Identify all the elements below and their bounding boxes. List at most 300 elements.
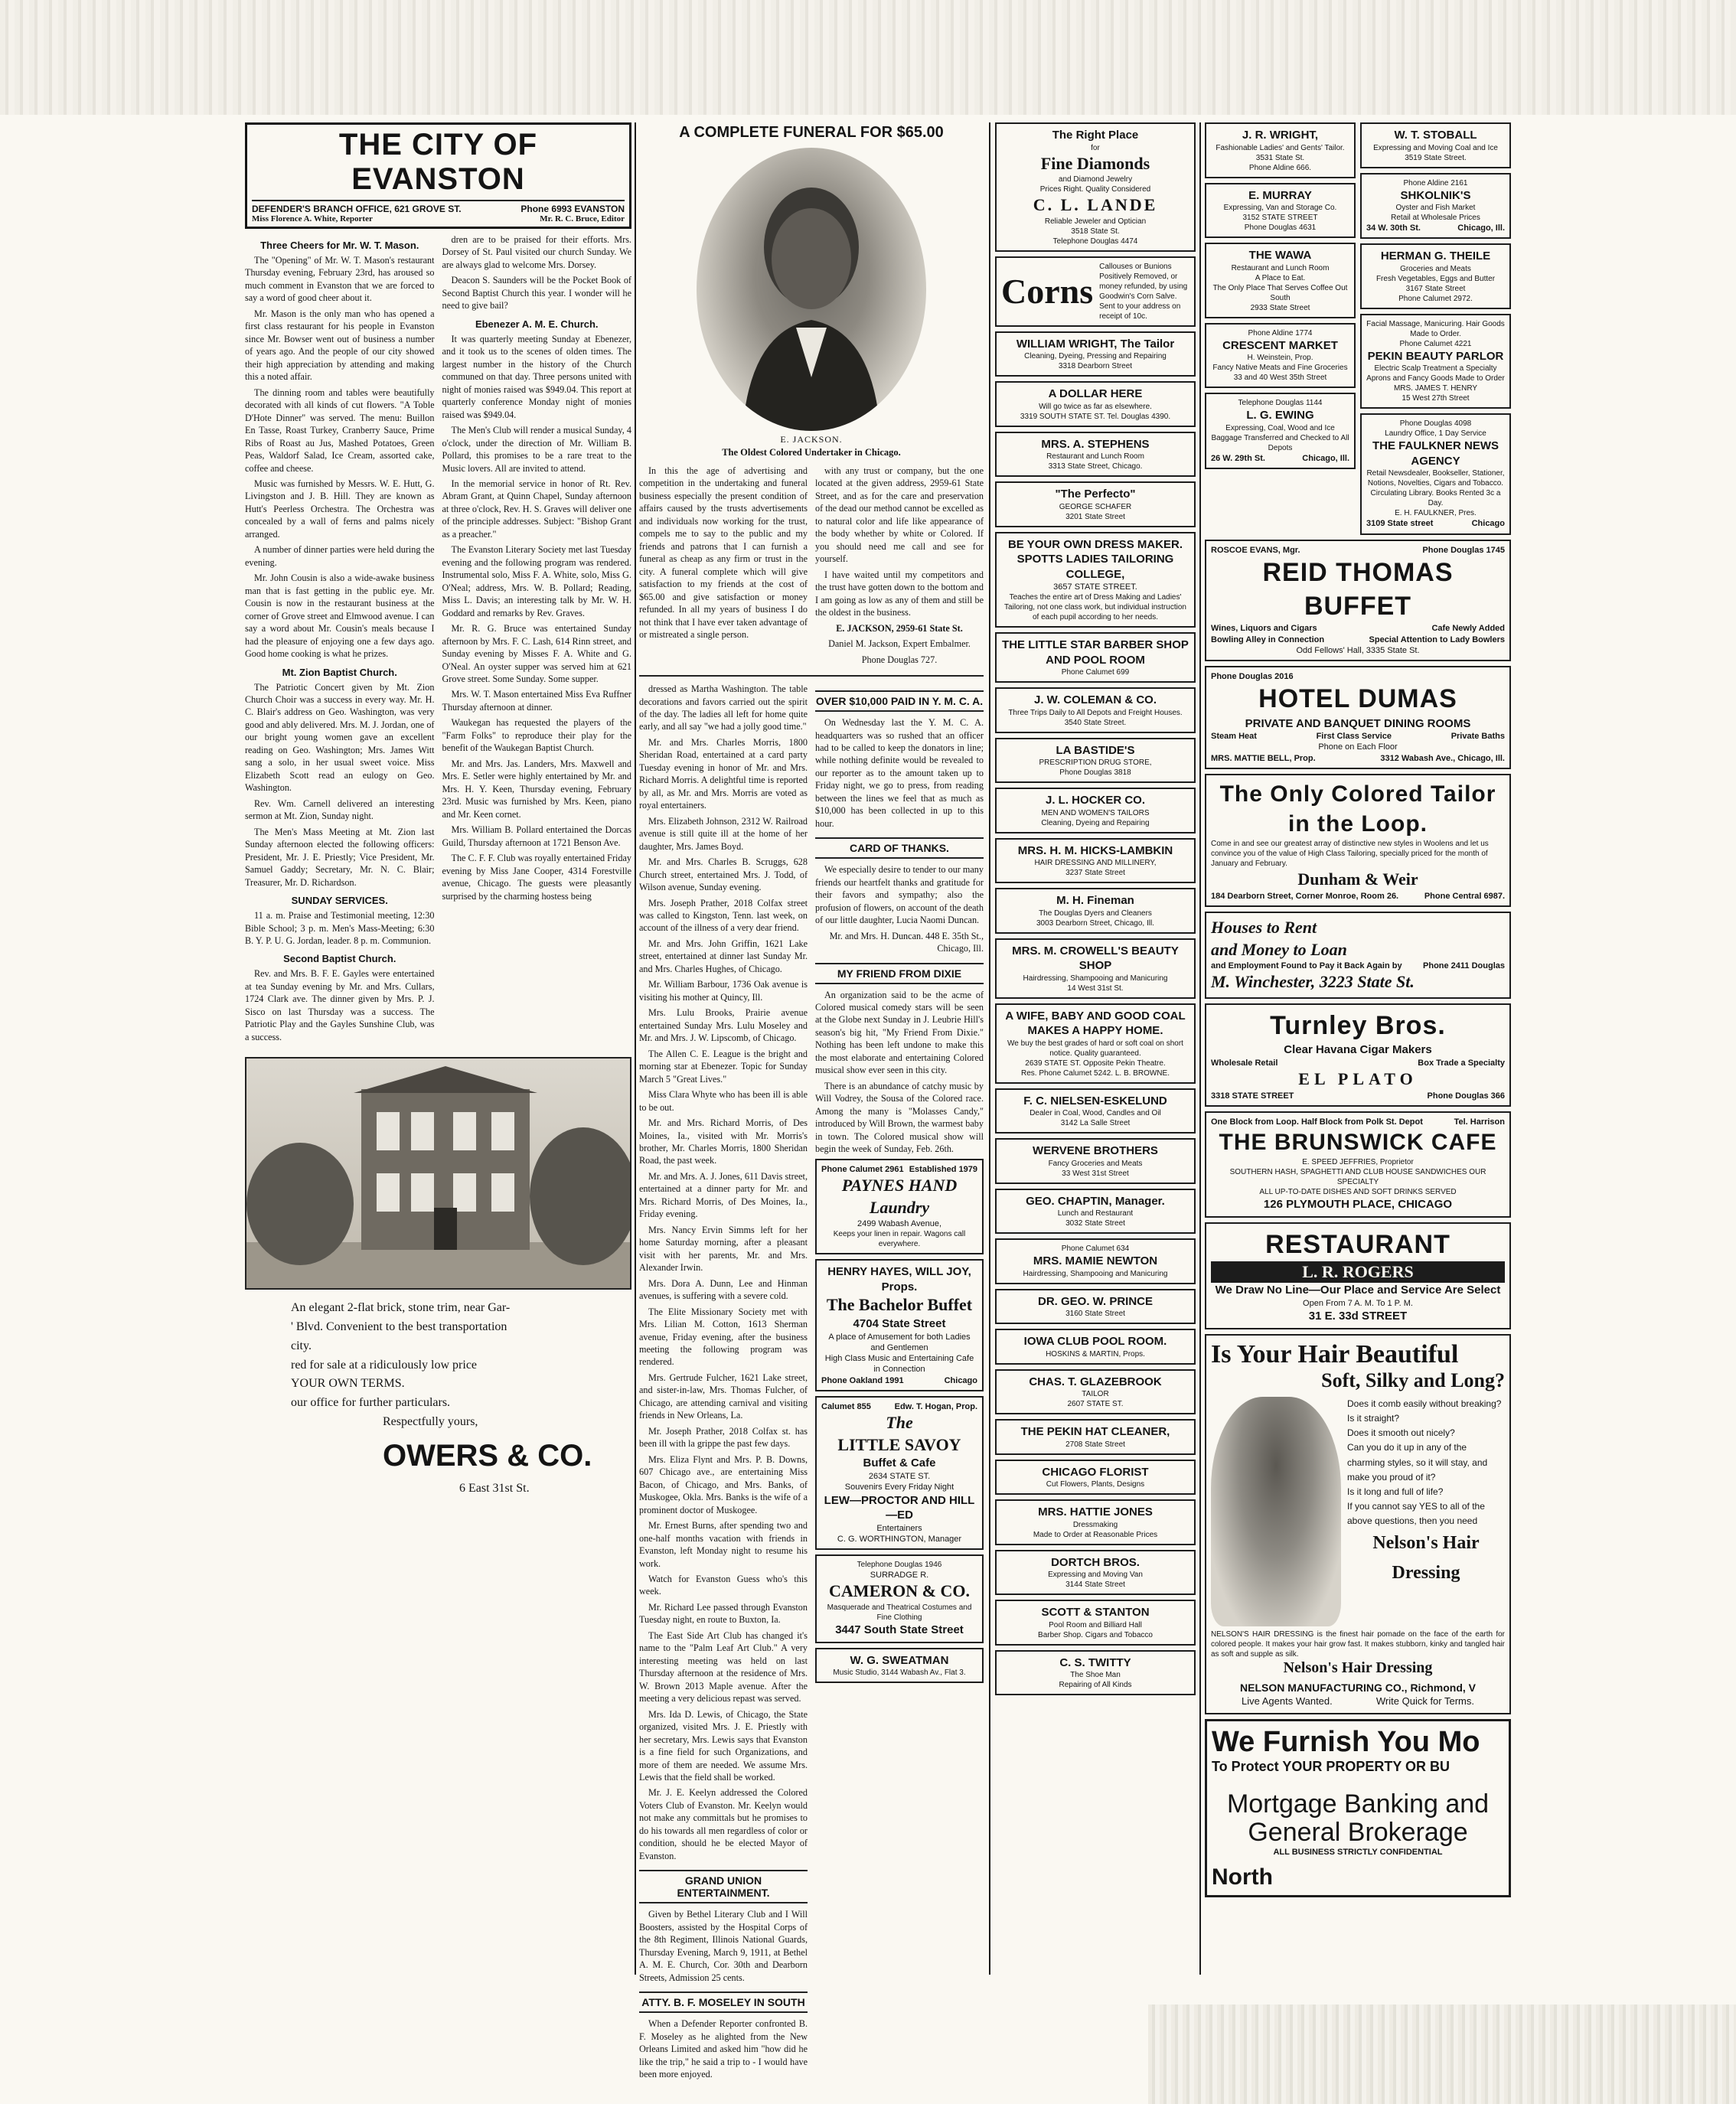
ad-text: Souvenirs Every Friday Night — [844, 1483, 954, 1492]
funeral-column — [639, 122, 984, 2083]
classified-ad — [995, 1289, 1196, 1325]
ad-brand: Nelson's Hair Dressing — [1372, 1533, 1480, 1583]
ad-headline: Soft, Silky and Long? — [1321, 1368, 1505, 1391]
houses-to-rent-ad — [1205, 912, 1511, 999]
article-paragraph: On Wednesday last the Y. M. C. A. headquarters was so rushed that an officer had to be called to keep the donators in line; while nothing definite would be revealed to our reporter as to the amount taken up to Friday night, we go to press, from reading between the lines we feel that as much as $10,000 has been collected in up to this hour. — [815, 717, 984, 829]
classified-ad — [995, 1329, 1196, 1365]
ad-text: Three Trips Daily to All Depots and Freight Houses. — [1008, 708, 1183, 717]
ad-text: Laundry Office, 1 Day Service — [1385, 429, 1486, 439]
ad-phone: Phone Calumet 2961 — [821, 1164, 904, 1174]
article-paragraph: Mrs. William B. Pollard entertained the Dorcas Guild, Thursday afternoon at 1721 Benson Ave. — [442, 824, 631, 848]
article-heading: Second Baptist Church. — [283, 953, 396, 965]
ad-text: Hairdressing, Shampooing and Manicuring — [1023, 1269, 1168, 1278]
classified-ad — [995, 1600, 1196, 1646]
ad-name: J. L. HOCKER CO. — [1045, 794, 1145, 807]
house-illustration — [246, 1059, 631, 1288]
column-rule — [989, 122, 990, 1975]
ad-address: 126 PLYMOUTH PLACE, CHICAGO — [1263, 1198, 1453, 1212]
ad-text: PRIVATE AND BANQUET DINING ROOMS — [1245, 716, 1471, 730]
article-paragraph: A number of dinner parties were held during the evening. — [245, 544, 435, 568]
ad-text: TAILOR — [1082, 1390, 1109, 1399]
reporter-credit: Miss Florence A. White, Reporter — [252, 214, 373, 223]
funeral-headline: A COMPLETE FUNERAL FOR $65.00 — [679, 124, 944, 141]
article-heading: SUNDAY SERVICES. — [291, 895, 388, 907]
ad-address: 3109 State street — [1366, 519, 1434, 529]
ad-text: Fancy Native Meats and Fine Groceries — [1212, 364, 1348, 372]
article-paragraph: Mr. and Mrs. Charles Morris, 1800 Sheridan Road, entertained at a card party Tuesday evening in honor of Mr. and Mrs. Richard Morris. A delightful time is reported by all, as Mr. and Mrs. Morris are voted as royal entertainers. — [639, 736, 808, 811]
classified-ad — [995, 1419, 1196, 1455]
ad-phone: Phone 2411 Douglas — [1423, 961, 1505, 971]
article-heading: Ebenezer A. M. E. Church. — [475, 318, 599, 330]
ad-text: A place of Amusement for both Ladies and Gentlemen — [828, 1332, 971, 1352]
ad-text: We Draw No Line—Our Place and Service Are Select — [1215, 1284, 1501, 1297]
ad-name: MRS. HATTIE JONES — [1038, 1505, 1153, 1519]
ad-line: ' Blvd. Convenient to the best transportation — [291, 1320, 507, 1334]
classified-ad — [995, 381, 1196, 427]
ad-text: H. Weinstein, Prop. — [1247, 354, 1313, 362]
ad-text: Lunch and Restaurant — [1057, 1209, 1134, 1218]
ad-text: Teaches the entire art of Dress Making and Ladies' Tailoring, not one class work, but individual instruction of each pupil according to her needs. — [1004, 593, 1186, 622]
classified-ad — [1360, 243, 1511, 309]
ad-props: E. SPEED JEFFRIES, Proprietor — [1302, 1158, 1414, 1167]
ad-text: Prices Right. Quality Considered — [1039, 185, 1151, 194]
ad-phone: Phone Aldine 1774 — [1248, 328, 1313, 338]
ad-text: Private Baths — [1450, 732, 1505, 742]
ad-address: 26 W. 29th St. — [1211, 453, 1265, 463]
ad-text: Cleaning, Dyeing and Repairing — [1041, 818, 1150, 827]
ad-address: 34 W. 30th St. — [1366, 223, 1421, 233]
ad-text: SOUTHERN HASH, SPAGHETTI AND CLUB HOUSE SANDWICHES OUR SPECIALTY — [1229, 1168, 1486, 1187]
ad-name: A DOLLAR HERE — [1048, 387, 1143, 401]
ad-text: Hairdressing, Shampooing and Manicuring — [1023, 974, 1168, 983]
ad-text: HOSKINS & MARTIN, Props. — [1046, 1349, 1145, 1359]
divider — [639, 675, 984, 677]
ad-text: Restaurant and Lunch Room — [1231, 263, 1330, 272]
ad-text: and Diamond Jewelry — [1058, 175, 1133, 184]
classified-ad — [995, 888, 1196, 934]
article-paragraph: Mr. William Barbour, 1736 Oak avenue is visiting his mother at Quincy, Ill. — [639, 979, 808, 1003]
ad-text: Steam Heat — [1211, 732, 1257, 742]
ad-props: MRS. JAMES T. HENRY — [1393, 384, 1478, 393]
ad-address: 2634 STATE ST. — [868, 1471, 931, 1481]
article-paragraph: Mrs. W. T. Mason entertained Miss Eva Ruffner Thursday afternoon at dinner. — [442, 689, 631, 713]
display-ads-column — [1205, 122, 1511, 1897]
ad-brand: EL PLATO — [1298, 1068, 1418, 1088]
article-paragraph: The Patriotic Concert given by Mt. Zion Church Choir was a success in every way. Mr. H. C. Blair's address on Geo. Washington, was very good and ably delivered. Mrs. M. J. Jordan, one of our bright young women gave an excellent reading on Geo. Washington; Mrs. James Witt sang a solo, in her usual sweet voice. Miss Elizabeth Scott read an eulogy on Geo. Washington. — [245, 681, 435, 794]
ad-established: Established 1979 — [909, 1164, 977, 1174]
ad-address: 3318 Dearborn Street — [1058, 362, 1133, 371]
beauty-parlor-ad — [1360, 314, 1511, 409]
classified-ad — [1205, 122, 1356, 178]
ad-address: 3032 State Street — [1065, 1219, 1125, 1228]
ad-name: J. R. WRIGHT, — [1242, 129, 1319, 142]
ad-text: Callouses or Bunions Positively Removed, or money refunded, by using Goodwin's Corn Salve. Sent to your address on receipt of 10c. — [1099, 262, 1188, 321]
classified-ad — [995, 1238, 1196, 1284]
evanston-masthead — [245, 122, 631, 229]
coal-ad — [995, 1003, 1196, 1084]
article-paragraph: 11 a. m. Praise and Testimonial meeting, 12:30 Bible School; 3 p. m. Men's Mass-Meeting; 6:30 B. Y. P. U. G. Jordan, leader. 8 p. m. Communion. — [245, 910, 435, 946]
ad-props: Edw. T. Hogan, Prop. — [894, 1401, 977, 1411]
ad-address: 3447 South State Street — [835, 1623, 964, 1637]
ad-headline: Houses to Rent — [1211, 917, 1317, 937]
article-paragraph: I have waited until my competitors and the trust have gotten down to the bottom and I am going as low as any of them and still be the oldest in the business. — [815, 569, 984, 618]
ad-text: for — [1091, 143, 1100, 152]
article-paragraph: Mrs. Ida D. Lewis, of Chicago, the State organized, visited Mrs. J. E. Priestly with her secretary, Mrs. Lewis says that Evanston is a fine field for such Organizations, and more of them are needed. We assume Mrs. Lewis that the field shall be worked. — [639, 1708, 808, 1783]
ad-name: "The Perfecto" — [1055, 488, 1136, 501]
article-paragraph: In this the age of advertising and competition in the undertaking and funeral business especially the present condition of affairs caused by the trusts advertisements and individuals now working for the trust, compels me to say to the public and my friends and patrons that I can furnish a funeral as cheap as any firm or trust in the city. A funeral complete which will give satisfaction to my friends at the cost of $65.00 and give satisfaction or money refunded. In all my years of business I do not think that I have ever taken advantage of or mistreated a single person. — [639, 465, 808, 641]
ad-text: Retail Newsdealer, Bookseller, Stationer, Notions, Novelties, Cigars and Tobacco. Circulating Library. Books Rented 3c a Day. — [1366, 469, 1505, 508]
ad-phone: Phone Calumet 634 — [1061, 1244, 1130, 1254]
ad-city: Chicago, Ill. — [1457, 223, 1505, 233]
article-paragraph: The Men's Mass Meeting at Mt. Zion last Sunday afternoon elected the following officers: President, Mr. J. E. Priestly; Vice President, Mr. Samuel Gaddy; Secretary, Mr. N. C. Blair; Treasurer, Mr. D. Richardson. — [245, 826, 435, 888]
classified-ad — [1360, 122, 1511, 168]
classified-ad — [995, 838, 1196, 884]
ad-phone: Phone Douglas 4098 — [1399, 419, 1472, 429]
ad-text: NELSON'S HAIR DRESSING is the finest hair pomade on the face of the earth for colored people. It makes your hair grow fast. It makes stubborn, kinky and tangled hair as soft and supple as silk. — [1211, 1629, 1505, 1659]
article-paragraph: dren are to be praised for their efforts. Mrs. Dorsey of St. Paul visited our church Sunday. We are always glad to welcome Mrs. Dorsey. — [442, 234, 631, 270]
ad-name: W. T. STOBALL — [1394, 129, 1477, 142]
ad-text: Expressing, Coal, Wood and Ice — [1225, 423, 1335, 432]
article-paragraph: Mr. Joseph Prather, 2018 Colfax st. has been ill with la grippe the past few days. — [639, 1425, 808, 1450]
ad-phone: Phone Calumet 699 — [1061, 668, 1130, 677]
article-paragraph: Mr. Richard Lee passed through Evanston Tuesday night, en route to Buxton, Ia. — [639, 1601, 808, 1626]
ad-name: MRS. M. CROWELL'S BEAUTY SHOP — [1012, 944, 1179, 973]
column-rule — [1199, 122, 1201, 1975]
ad-text: ALL BUSINESS STRICTLY CONFIDENTIAL — [1273, 1847, 1443, 1857]
classified-ad — [995, 1138, 1196, 1184]
ad-text: Wholesale Retail — [1211, 1058, 1278, 1068]
ad-phone: Phone Central 6987. — [1424, 891, 1505, 901]
classified-ad — [995, 1088, 1196, 1134]
ad-text: C. G. WORTHINGTON, Manager — [837, 1534, 962, 1544]
ad-text: High Class Music and Entertaining Cafe in Connection — [824, 1354, 974, 1375]
ad-text: Barber Shop. Cigars and Tobacco — [1038, 1630, 1153, 1639]
portrait-photo — [697, 148, 926, 431]
article-paragraph: dressed as Martha Washington. The table decorations and favors carried out the spirit of the day. The ladies all left for home quite early, and all say "we had a jolly good time." — [639, 683, 808, 732]
article-paragraph: Deacon S. Saunders will be the Pocket Book of Second Baptist Church this year. I wonder will he need to give bail? — [442, 275, 631, 312]
article-paragraph: Mr. John Cousin is also a wide-awake business man that is fast getting in the public eye. Mr. Cousin is now in the restaurant business at the corner of Grove street and Elmwood avenue. I can say a word about Mr. Cousin's meals because I had the pleasure of enjoying one a few days ago. Good home cooking is what he prizes. — [245, 572, 435, 660]
ad-name: THE WAWA — [1248, 249, 1312, 262]
article-paragraph: Mr. Ernest Burns, after spending two and one-half months vacation with friends in Evanston, left Monday night to resume his work. — [639, 1520, 808, 1569]
article-paragraph: In the memorial service in honor of Rt. Rev. Abram Grant, at Quinn Chapel, Sunday afternoon at three o'clock, Rev. H. S. Graves will deliver one of the principle addresses. Subject: "Bishop Grant as a preacher." — [442, 478, 631, 540]
ad-text: Restaurant and Lunch Room — [1046, 452, 1144, 462]
ad-text: The Douglas Dyers and Cleaners — [1039, 908, 1152, 918]
ad-text: Cafe Newly Added — [1431, 624, 1505, 634]
article-heading: OVER $10,000 PAID IN Y. M. C. A. — [815, 690, 984, 712]
ad-name: GEO. CHAPTIN, Manager. — [1026, 1194, 1165, 1208]
ad-text: SURRADGE R. — [870, 1571, 929, 1580]
branch-office: DEFENDER'S BRANCH OFFICE, 621 GROVE ST. — [252, 204, 462, 214]
ad-name: WILLIAM WRIGHT, The Tailor — [1016, 337, 1175, 351]
classified-ad — [995, 687, 1196, 733]
article-paragraph: The Evanston Literary Society met last Tuesday evening and the following program was rendered. Instrumental solo, Miss F. A. White, solo, Miss G. O'Neal; address, Mrs. W. B. Pollard; Reading, Miss L. Davis; an interesting talk by Mr. W. H. Goddard and remarks by Rev. Graves. — [442, 544, 631, 618]
article-paragraph: An organization said to be the acme of Colored musical comedy stars will be seen at the Globe next Sunday in J. Leubrie Hill's season's big hit, "My Friend From Dixie." Nothing has been left undone to make this the most elaborate and entertaining Colored musical show ever seen in this city. — [815, 989, 984, 1076]
ad-address: 3519 State Street. — [1405, 153, 1467, 162]
ad-text: Fresh Vegetables, Eggs and Butter — [1375, 274, 1496, 283]
ad-headline: Fine Diamonds — [1040, 153, 1150, 173]
torn-top-edge — [0, 0, 1736, 115]
article-paragraph: Mrs. Lulu Brooks, Prairie avenue entertained Sunday Mrs. Lulu Moseley and Mr. and Mrs. J. W. Lipscomb, of Chicago. — [639, 1007, 808, 1044]
ad-phone: Res. Phone Calumet 5242. L. B. BROWNE. — [1021, 1068, 1170, 1078]
ad-text: Special Attention to Lady Bowlers — [1369, 634, 1505, 644]
ad-props: ROSCOE EVANS, Mgr. — [1211, 545, 1300, 555]
ad-text: LEW—PROCTOR AND HILL—ED — [824, 1493, 975, 1522]
classified-ad — [995, 331, 1196, 377]
torn-bottom-edge — [1148, 2005, 1736, 2104]
article-paragraph: Waukegan has requested the players of the "Farm Folks" to reproduce their play for the benefit of the Waukegan Baptist Church. — [442, 717, 631, 754]
ad-headline: RESTAURANT — [1265, 1229, 1450, 1259]
ad-text: Masquerade and Theatrical Costumes and Fine Clothing — [827, 1603, 972, 1623]
ad-text: Made to Order at Reasonable Prices — [1033, 1530, 1158, 1539]
article-heading: ATTY. B. F. MOSELEY IN SOUTH — [639, 1991, 808, 2013]
funeral-signature: Daniel M. Jackson, Expert Embalmer. — [828, 638, 971, 650]
ad-city: Chicago — [1471, 519, 1505, 529]
ad-text: The Only Place That Serves Coffee Out South — [1212, 283, 1348, 302]
article-paragraph: Music was furnished by Messrs. W. E. Hutt, G. Livingston and J. B. Hill. They are known as Hutt's Peerless Orchestra. The Orchestra was concealed by a wall of ferns and palms nicely arranged. — [245, 478, 435, 540]
ad-text: Expressing, Van and Storage Co. — [1223, 204, 1337, 212]
ad-name: THE BRUNSWICK CAFE — [1219, 1130, 1497, 1156]
ad-phone: Phone Douglas 1745 — [1422, 545, 1505, 555]
portrait-illustration — [697, 148, 926, 431]
classified-ad — [1205, 323, 1356, 389]
lande-ad — [995, 122, 1196, 252]
ad-name: THE FAULKNER NEWS AGENCY — [1372, 439, 1499, 468]
ad-text: Will go twice as far as elsewhere. — [1039, 402, 1152, 411]
ad-text: Facial Massage, Manicuring. Hair Goods Made to Order. — [1366, 319, 1505, 338]
funeral-signature: E. JACKSON, 2959-61 State St. — [836, 622, 963, 634]
ad-phone: Phone Oakland 1991 — [821, 1375, 904, 1385]
classified-ad — [995, 1460, 1196, 1496]
ad-text: Open From 7 A. M. To 1 P. M. — [1303, 1298, 1413, 1308]
ad-question: Is it long and full of life? — [1347, 1486, 1444, 1497]
ad-brand: Nelson's Hair Dressing — [1283, 1659, 1433, 1676]
ad-text: Phone on Each Floor — [1318, 742, 1398, 752]
ad-text: Oyster and Fish Market — [1395, 204, 1476, 212]
ad-name: IOWA CLUB POOL ROOM. — [1023, 1335, 1167, 1349]
article-paragraph: Mr. and Mrs. John Griffin, 1621 Lake street, entertained at dinner last Sunday Mr. and Mrs. Charles Hughes, of Chicago. — [639, 938, 808, 974]
ad-address: 31 E. 33d STREET — [1308, 1310, 1408, 1323]
ad-text: Live Agents Wanted. — [1242, 1695, 1333, 1707]
ad-text: Cut Flowers, Plants, Designs — [1046, 1480, 1145, 1489]
ad-name: F. C. NIELSEN-ESKELUND — [1023, 1094, 1167, 1107]
classified-ad — [1205, 183, 1356, 239]
ad-name: M. H. Fineman — [1056, 894, 1134, 908]
ad-address: 3160 State Street — [1065, 1310, 1125, 1319]
ad-text: We buy the best grades of hard or soft coal on short notice. Quality guaranteed. — [1007, 1039, 1183, 1058]
ad-props: MRS. MATTIE BELL, Prop. — [1211, 753, 1316, 763]
ad-line: Respectfully yours, — [383, 1415, 478, 1429]
article-paragraph: The East Side Art Club has changed it's name to the "Palm Leaf Art Club." A very interesting meeting was held on last Thursday afternoon at the residence of Mrs. W. Brown 2013 Maple avenue. After the meeting a very delicious repast was served. — [639, 1629, 808, 1704]
ad-address: 14 West 31st St. — [1067, 983, 1124, 993]
ad-text: One Block from Loop. Half Block from Polk St. Depot — [1211, 1117, 1423, 1127]
ad-phone: Phone Aldine 666. — [1248, 163, 1312, 172]
article-paragraph: Mrs. Dora A. Dunn, Lee and Hinman avenues, is suffering with a severe cold. — [639, 1277, 808, 1302]
ad-address: 184 Dearborn Street, Corner Monroe, Room 26. — [1211, 891, 1399, 901]
article-paragraph: The "Opening" of Mr. W. T. Mason's restaurant Thursday evening, February 23rd, has aroused so much comment in Evanston that we are forced to say a word of good cheer about it. — [245, 255, 435, 304]
ad-line: our office for further particulars. — [291, 1396, 451, 1410]
ad-text: and Employment Found to Pay it Back Again by — [1211, 961, 1402, 971]
portrait-caption: The Oldest Colored Undertaker in Chicago. — [722, 447, 901, 458]
ad-address: 3237 State Street — [1065, 869, 1125, 878]
ad-phone: Phone Douglas 4631 — [1244, 223, 1317, 232]
ad-headline: Is Your Hair Beautiful — [1211, 1339, 1459, 1368]
classified-ad — [995, 938, 1196, 999]
article-paragraph: Miss Clara Whyte who has been ill is able to be out. — [639, 1089, 808, 1113]
small-ads-column — [995, 122, 1196, 1700]
column-rule — [635, 122, 636, 1975]
classified-ad — [995, 481, 1196, 527]
article-paragraph: with any trust or company, but the one located at the given address, 2959-61 State Street, and as for the care and preservation of the dead our method cannot be excelled as to natural color and life like appearance of the body whether by white or Colored. If you should need me call and see for yourself. — [815, 465, 984, 565]
ad-headline: Corns — [1001, 271, 1094, 311]
ad-address: 2639 STATE ST. Opposite Pekin Theatre. — [1025, 1059, 1166, 1068]
ad-name: DR. GEO. W. PRINCE — [1037, 1294, 1153, 1308]
ad-text: The Shoe Man — [1070, 1671, 1121, 1680]
ad-phone: Telephone Douglas 1946 — [857, 1561, 942, 1570]
editor-credit: Mr. R. C. Bruce, Editor — [540, 214, 625, 223]
corns-ad — [995, 256, 1196, 327]
ad-name: M. Winchester, 3223 State St. — [1211, 972, 1415, 992]
ad-phone: Phone Calumet 4221 — [1399, 339, 1472, 348]
article-paragraph: We especially desire to tender to our many friends our heartfelt thanks and gratitude for their favors and sympathy; also the profusion of flowers, on account of the death of our little daughter, Lucia Naomi Duncan. — [815, 864, 984, 926]
ad-name: W. G. SWEATMAN — [850, 1653, 949, 1667]
article-paragraph: Mr. Mason is the only man who has opened a first class restaurant for his people in Evanston since Mr. Bowser went out of business a number of years ago. And the people of our city showed their high appreciation by attending and making this a noted affair. — [245, 308, 435, 383]
article-paragraph: The Men's Club will render a musical Sunday, 4 o'clock, under the direction of Mr. William B. Pollard, this promises to be a rare treat to the Music lovers. All are invited to attend. — [442, 425, 631, 474]
article-paragraph: Watch for Evanston Guess who's this week. — [639, 1573, 808, 1597]
ad-name: CAMERON & CO. — [829, 1581, 970, 1601]
ad-text: Box Trade a Specialty — [1418, 1058, 1505, 1068]
ad-phone: Phone Aldine 2161 — [1403, 178, 1468, 188]
ad-name: E. MURRAY — [1248, 188, 1312, 202]
ad-address: Odd Fellows' Hall, 3335 State St. — [1296, 645, 1420, 655]
funeral-phone: Phone Douglas 727. — [861, 654, 938, 665]
ad-text: Fashionable Ladies' and Gents' Tailor. — [1216, 143, 1345, 152]
ad-text: Baggage Transferred and Checked to All Depots — [1211, 433, 1349, 452]
ad-phone: Phone Calumet 2972. — [1398, 294, 1473, 303]
article-paragraph: Mr. R. G. Bruce was entertained Sunday afternoon by Mrs. F. C. Lash, 614 Rinn street, and Sunday evening by Misses F. A. White and G. O'Neal. An oyster supper was served him at 621 Grove street. Some Sunday. Some supper. — [442, 623, 631, 684]
ad-text: Wines, Liquors and Cigars — [1211, 624, 1317, 634]
furnish-money-ad — [1205, 1719, 1511, 1897]
cameron-ad — [815, 1554, 984, 1642]
ad-address: 3167 State Street — [1405, 284, 1466, 293]
ad-props: HENRY HAYES, WILL JOY, Props. — [827, 1265, 971, 1293]
ad-line: city. — [291, 1339, 312, 1352]
ad-address: 3152 STATE STREET — [1242, 214, 1318, 222]
ad-headline: and Money to Loan — [1211, 939, 1347, 959]
classified-ad — [995, 1650, 1196, 1696]
ad-name: LA BASTIDE'S — [1056, 743, 1135, 757]
ad-company: NELSON MANUFACTURING CO., Richmond, V — [1240, 1681, 1476, 1694]
ad-text: Reliable Jeweler and Optician — [1044, 217, 1147, 226]
ad-address: 2708 State Street — [1065, 1440, 1125, 1449]
office-phone: Phone 6993 EVANSTON — [520, 204, 625, 214]
ad-text: PRESCRIPTION DRUG STORE, — [1039, 758, 1152, 768]
ad-headline: The Only Colored Tailor in the Loop. — [1219, 781, 1496, 837]
ad-text: Expressing and Moving Coal and Ice — [1373, 143, 1498, 152]
ad-address: 3318 STATE STREET — [1211, 1091, 1294, 1101]
ad-address: 3142 La Salle Street — [1060, 1119, 1131, 1128]
hotel-dumas-ad — [1205, 666, 1511, 769]
ad-headline: General Brokerage — [1248, 1818, 1468, 1848]
news-agency-ad — [1360, 413, 1511, 534]
ad-name: The Bachelor Buffet — [826, 1295, 973, 1315]
woman-illustration — [1211, 1397, 1341, 1626]
article-paragraph: Mrs. Gertrude Fulcher, 1621 Lake street, and sister-in-law, Mrs. Thomas Fulcher, of Chicago, are attending carnival and visiting friends in New Orleans, La. — [639, 1372, 808, 1421]
ad-name: C. S. TWITTY — [1059, 1655, 1131, 1669]
classified-ad — [995, 1369, 1196, 1415]
ad-address: 3531 State St. — [1255, 153, 1305, 162]
article-paragraph: The Allen C. E. League is the bright and morning star at Ebenezer. Topic for Sunday March 5 "Great Lives." — [639, 1048, 808, 1085]
ad-name: REID THOMAS BUFFET — [1262, 557, 1454, 621]
ad-text: Cleaning, Dyeing, Pressing and Repairing — [1024, 352, 1167, 361]
classified-ad — [995, 432, 1196, 478]
classified-ad — [995, 1499, 1196, 1545]
ad-fragment: North — [1212, 1864, 1273, 1890]
ad-headline: We Furnish You Mo — [1212, 1725, 1480, 1758]
ad-address: 33 West 31st Street — [1062, 1169, 1129, 1178]
ad-text: Repairing of All Kinds — [1059, 1681, 1132, 1690]
ad-name: L. R. ROGERS — [1211, 1261, 1505, 1284]
brunswick-cafe-ad — [1205, 1111, 1511, 1218]
ad-text: MEN AND WOMEN'S TAILORS — [1041, 808, 1150, 817]
ad-text: Fancy Groceries and Meats — [1048, 1159, 1143, 1168]
little-savoy-ad — [815, 1396, 984, 1550]
article-paragraph: Mr. and Mrs. Jas. Landers, Mrs. Maxwell and Mrs. E. Setler were highly entertained by Mr. and Mrs. H. Y. Keen, Thursday evening, February 23rd. Music was furnished by Mrs. Keen, piano and Mr. Keen cornet. — [442, 758, 631, 820]
ad-address: 3312 Wabash Ave., Chicago, Ill. — [1380, 753, 1505, 763]
ad-headline: Mortgage Banking and — [1226, 1789, 1490, 1819]
classified-ad — [995, 632, 1196, 683]
ad-phone: Phone Douglas 366 — [1427, 1091, 1505, 1101]
ad-name: CHICAGO FLORIST — [1042, 1465, 1149, 1479]
article-paragraph: Mr. and Mrs. Richard Morris, of Des Moines, Ia., visited with Mr. Morris's brother, Mr. Charles Morris, 1800 Sheridan Road, the past week. — [639, 1117, 808, 1166]
ad-address: 2933 State Street — [1250, 303, 1310, 312]
ad-text: Music Studio, 3144 Wabash Av., Flat 3. — [833, 1669, 966, 1678]
ad-line: YOUR OWN TERMS. — [291, 1377, 405, 1391]
ad-phone: Telephone Douglas 1144 — [1238, 399, 1323, 407]
ad-address: 33 and 40 West 35th Street — [1233, 374, 1327, 382]
portrait-caption-name: E. JACKSON. — [780, 434, 843, 445]
ad-name: WERVENE BROTHERS — [1033, 1144, 1158, 1158]
classified-ad — [1205, 243, 1356, 318]
article-heading: GRAND UNION ENTERTAINMENT. — [639, 1870, 808, 1903]
article-paragraph: Mr. and Mrs. Charles B. Scruggs, 628 Church street, entertained Mrs. J. Todd, of Wilson avenue, Sunday evening. — [639, 856, 808, 893]
classified-ad — [995, 1550, 1196, 1596]
ad-text: Keeps your linen in repair. Wagons call everywhere. — [833, 1230, 966, 1249]
article-paragraph: Mrs. Nancy Ervin Simms left for her home Saturday morning, after a pleasant visit with her parents, Mr. and Mrs. Alexander Irwin. — [639, 1224, 808, 1274]
ad-question: Can you do it up in any of the charming styles, so it will stay, and make you proud of it? — [1347, 1442, 1488, 1483]
ad-name: PAYNES HAND Laundry — [841, 1175, 958, 1217]
ad-question: Does it comb easily without breaking? — [1347, 1398, 1502, 1409]
section-title: THE CITY OF EVANSTON — [252, 128, 625, 201]
ad-props: E. H. FAULKNER, Pres. — [1395, 509, 1477, 518]
house-photo — [245, 1057, 631, 1290]
ad-text: Buffet & Cafe — [863, 1456, 936, 1470]
ad-text: Expressing and Moving Van — [1048, 1571, 1143, 1580]
article-paragraph: There is an abundance of catchy music by Will Vodrey, the Sousa of the Colored race. Among the many is "Molasses Candy," introduced by Will Brown, the warmest baby in town. The Colored musical show will begin the week of Sunday, Feb. 26th. — [815, 1080, 984, 1155]
article-paragraph: It was quarterly meeting Sunday at Ebenezer, and it took us to the scenes of olden times. The largest number in the history of the Church communed on that day. Three persons united with night of monies raised was $949.04. This report at quarterly conference Monday night of monies raised was $949.04. — [442, 333, 631, 420]
ad-name: SPOTTS LADIES TAILORING COLLEGE, — [1016, 553, 1174, 581]
ad-text: Groceries and Meats — [1400, 264, 1471, 273]
article-paragraph: Given by Bethel Literary Club and I Will Boosters, assisted by the Hospital Corps of the 8th Regiment, Illinois National Guards, Thursday Evening, March 9, 1911, at Bethel A. M. E. Church, Cor. 30th and Dearborn Streets, Admission 25 cents. — [639, 1909, 808, 1983]
ad-name: SHKOLNIK'S — [1400, 188, 1471, 202]
ad-question: Does it smooth out nicely? — [1347, 1427, 1455, 1439]
ad-address: 3540 State Street. — [1064, 718, 1127, 727]
ad-text: Electric Scalp Treatment a Specialty — [1374, 364, 1497, 374]
ad-text: Aprons and Fancy Goods Made to Order — [1366, 374, 1505, 383]
ad-name: CHAS. T. GLAZEBROOK — [1029, 1375, 1162, 1388]
article-paragraph: Mr. J. E. Keelyn addressed the Colored Voters Club of Evanston. Mr. Keelyn would not make any committals but he promises to do his towards all men regardless of color or condition, should he be elected Mayor of Evanston. — [639, 1787, 808, 1861]
article-paragraph: The Elite Missionary Society met with Mrs. Lilian M. Cotton, 1613 Sherman avenue, Friday evening, after the business meeting the following program was rendered. — [639, 1306, 808, 1368]
ad-text: Pool Room and Billiard Hall — [1049, 1620, 1142, 1629]
